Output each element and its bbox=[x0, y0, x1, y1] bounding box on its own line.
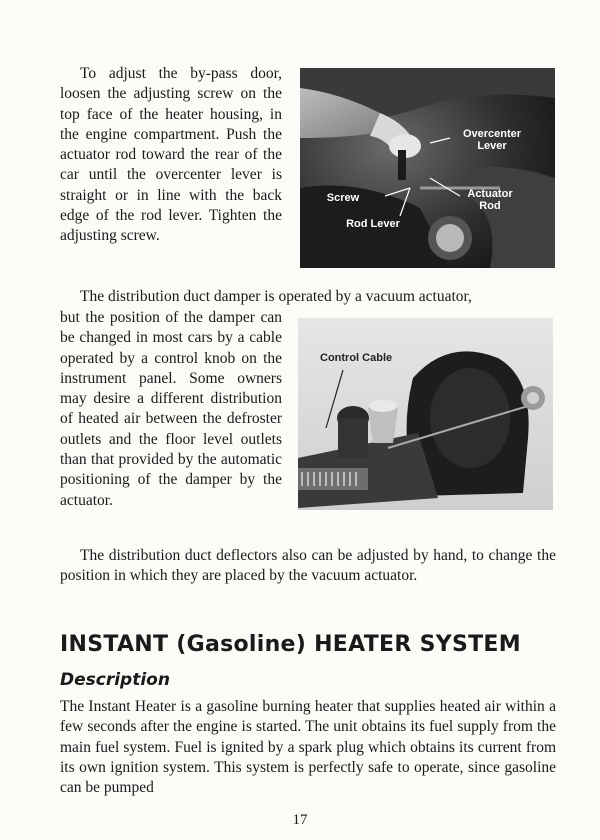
label-actuator-rod: Actuator Rod bbox=[467, 188, 513, 212]
label-overcenter-lever: Overcenter Lever bbox=[462, 128, 522, 152]
paragraph-bypass-door: To adjust the by-pass door, loosen the adjusting screw on the top face of the heater housing, in the engine compartment. Push the actuator rod toward the rear of the car until the overcenter lever is straight or in line with the back edge of the rod lever. Tighten the adjusting screw. bbox=[60, 65, 282, 245]
label-screw: Screw bbox=[326, 192, 360, 204]
paragraph-damper-first-line: The distribution duct damper is operated by a vacuum actuator, bbox=[80, 288, 472, 305]
paragraph-deflectors: The distribution duct deflectors also can be adjusted by hand, to change the position in which they are placed by the vacuum actuator. bbox=[60, 547, 556, 585]
engine-compartment-photo bbox=[300, 68, 555, 268]
label-rod-lever: Rod Lever bbox=[346, 218, 400, 230]
section-heading: INSTANT (Gasoline) HEATER SYSTEM bbox=[60, 632, 521, 657]
heater-photo-drawing bbox=[298, 318, 553, 510]
section-subheading: Description bbox=[60, 670, 170, 690]
engine-photo-drawing bbox=[300, 68, 555, 268]
heater-unit-photo bbox=[298, 318, 553, 510]
page-number: 17 bbox=[292, 812, 308, 828]
label-control-cable: Control Cable bbox=[320, 352, 393, 364]
paragraph-damper: but the position of the damper can be changed in most cars by a cable operated by a control knob on the instrument panel. Some owners may desire a different distribution of heated air between the defroster outlets and the floor level outlets than that provided by the automatic positioning of the damper by the actuator. bbox=[60, 309, 282, 509]
paragraph-description: The Instant Heater is a gasoline burning heater that supplies heated air within a few seconds after the engine is started. The unit obtains its fuel supply from the main fuel system. Fuel is ignited by a spark plug which obtains its current from its own ignition system. This system is perfectly safe to operate, since gasoline can be pumped bbox=[60, 698, 556, 797]
